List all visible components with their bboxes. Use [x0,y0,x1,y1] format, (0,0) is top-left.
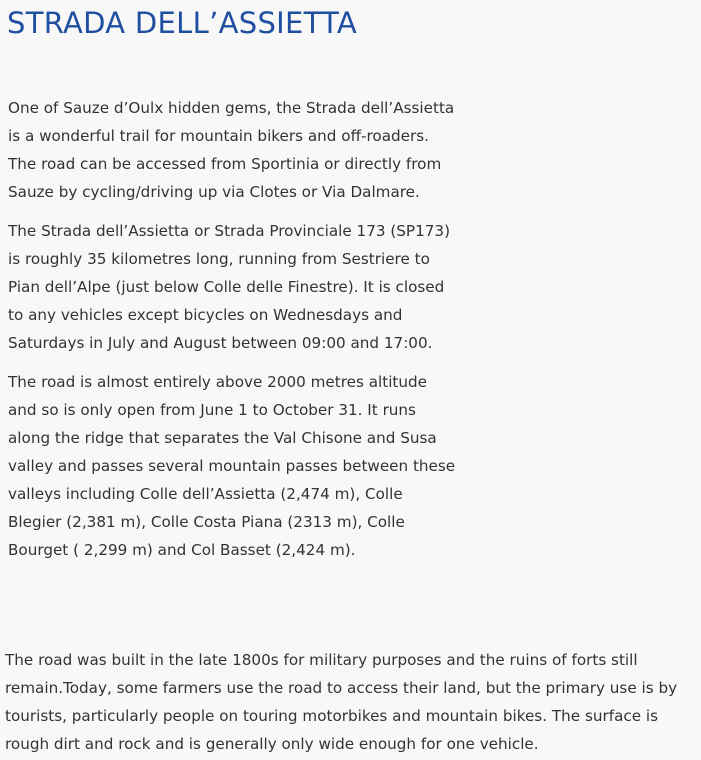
article-intro-column [8,94,458,575]
article-paragraph-4: The road was built in the late 1800s for military purposes and the ruins of forts still remain.Today, some farmers use the road to access their land, but the primary use is by tourists, particularly people on touring motorbikes and mountain bikes. The surface is rough dirt and rock and is generally only wide enough for one vehicle. [5,651,678,753]
article-paragraph-1: One of Sauze d’Oulx hidden gems, the Strada dell’Assietta is a wonderful trail for mountain bikers and off-roaders. The road can be accessed from Sportinia or directly from Sauze by cycling/driving up via Clotes or Via Dalmare. [8,99,455,201]
page-title: STRADA DELL’ASSIETTA [7,6,358,40]
article-paragraph-3: The road is almost entirely above 2000 metres altitude and so is only open from June 1 to October 31. It runs along the ridge that separates the Val Chisone and Susa valley and passes several mountain passes between these valleys including Colle dell’Assietta (2,474 m), Colle Blegier (2,381 m), Colle Costa Piana (2313 m), Colle Bourget ( 2,299 m) and Col Basset (2,424 m). [8,373,456,559]
article-paragraph-2: The Strada dell’Assietta or Strada Provinciale 173 (SP173) is roughly 35 kilometres long, running from Sestriere to Pian dell’Alpe (just below Colle delle Finestre). It is closed to any vehicles except bicycles on Wednesdays and Saturdays in July and August between 09:00 and 17:00. [8,222,451,352]
